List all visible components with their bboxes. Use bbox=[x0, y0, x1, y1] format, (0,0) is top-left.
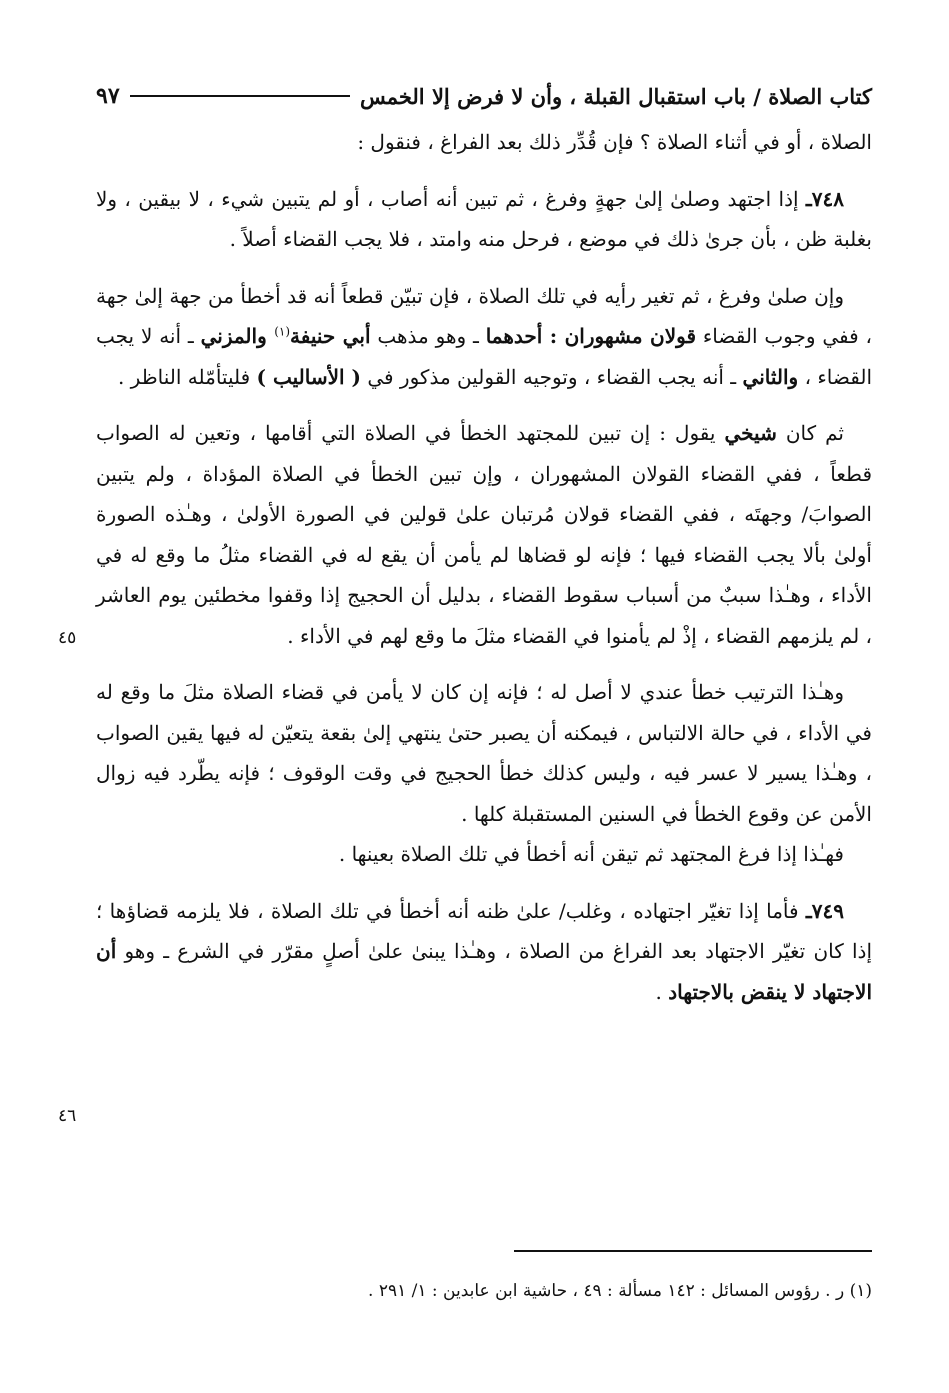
margin-number-45: ٤٥ bbox=[58, 628, 77, 648]
footnote: (١) ر . رؤوس المسائل : ١٤٢ مسألة : ٤٩ ، حاشية ابن عابدين : ١/ ٢٩١ . bbox=[368, 1281, 872, 1301]
bold-run: والمزني bbox=[200, 324, 275, 348]
paragraph-shaykh bbox=[96, 413, 872, 656]
page-number: ٩٧ bbox=[96, 83, 120, 109]
footnote-divider bbox=[514, 1250, 872, 1252]
header-rule bbox=[130, 95, 350, 97]
bold-run: قولان مشهوران : أحدهما bbox=[485, 324, 697, 348]
body-text bbox=[96, 122, 872, 1012]
chapter-title: كتاب الصلاة / باب استقبال القبلة ، وأن لا فرض إلا الخمس bbox=[359, 83, 872, 109]
text-run: ـ وهو مذهب bbox=[370, 324, 486, 348]
bold-run: ( الأساليب ) bbox=[256, 364, 361, 389]
footnote-ref[interactable]: (١) bbox=[274, 324, 291, 339]
text-run: ـ أنه لا يجب القضاء ، bbox=[96, 324, 872, 389]
text-run: يقول : إن تبين للمجتهد الخطأ في الصلاة التي أقامها ، وتعين له الصواب قطعاً ، ففي القضاء القولان المشهوران ، وإن تبين الخطأ في الصلاة المؤداة ، ولم يتبين الصوابَ/ وجهتَه ، ففي القضاء قولان مُرتبان علىٰ قولين في الصورة الأولىٰ ، وهـٰذه الصورة أولىٰ بألا يجب القضاء فيها ؛ فإنه لو قضاها لم يأمن أن يقع له في القضاء مثلُ ما وقع له في الأداء ، وهـٰذا سببٌ من أسباب سقوط القضاء ، بدليل أن الحجيج إذا وقفوا مخطئين يوم العاشر ، لم يلزمهم القضاء ، إذْ لم يأمنوا في القضاء مثلَ ما وقع لهم في الأداء . bbox=[96, 421, 873, 648]
issue-number: ٧٤٩ـ bbox=[805, 898, 845, 923]
running-header bbox=[96, 78, 872, 114]
text-run: فليتأمّله الناظر . bbox=[117, 364, 257, 389]
paragraph-two-opinions bbox=[96, 276, 872, 398]
text-run: فأما إذا تغيّر اجتهاده ، وغلب/ علىٰ ظنه أنه أخطأ في تلك الصلاة ، فلا يلزمه قضاؤها ؛ إذا كان تغيّر الاجتهاد بعد الفراغ من الصلاة ، وهـٰذا يبنىٰ علىٰ أصلٍ مقرّر في الشرع ـ وهو bbox=[96, 898, 872, 963]
text-run: ـ أنه يجب القضاء ، وتوجيه القولين مذكور في bbox=[360, 364, 743, 389]
bold-run: والثاني bbox=[742, 364, 799, 389]
paragraph-objection: وهـٰذا الترتيب خطأ عندي لا أصل له ؛ فإنه إن كان لا يأمن في قضاء الصلاة مثلَ ما وقع له في الأداء ، في حالة الالتباس ، فيمكنه أن يصبر حتىٰ ينتهي إلىٰ بقعة يتعيّن له فيها يقين الصواب ، وهـٰذا يسير لا عسر فيه ، وليس كذلك خطأ الحجيج في وقت الوقوف ؛ فإنه يطّرد فيه زوال الأمن عن وقوع الخطأ في السنين المستقبلة كلها . bbox=[96, 680, 872, 826]
bold-run: أبي حنيفة bbox=[290, 324, 371, 348]
text-run: . bbox=[655, 979, 669, 1004]
paragraph-continuation: الصلاة ، أو في أثناء الصلاة ؟ فإن قُدِّر ذلك بعد الفراغ ، فنقول : bbox=[357, 130, 872, 154]
paragraph-text: إذا اجتهد وصلىٰ إلىٰ جهةٍ وفرغ ، ثم تبين أنه أصاب ، أو لم يتبين شيء ، لا بيقين ، ولا بغلبة ظن ، بأن جرىٰ ذلك في موضع ، فرحل منه وامتد ، فلا يجب القضاء أصلاً . bbox=[96, 186, 872, 251]
paragraph-748 bbox=[96, 179, 872, 260]
text-run: ثم كان bbox=[776, 421, 844, 445]
margin-number-46: ٤٦ bbox=[58, 1106, 77, 1126]
text-run: وإن صلىٰ وفرغ ، ثم تغير رأيه في تلك الصلاة ، فإن تبيّن قطعاً أنه قد أخطأ من جهة إلىٰ جهة ، ففي وجوب القضاء bbox=[96, 283, 873, 348]
bold-run: أن الاجتهاد لا ينقض بالاجتهاد bbox=[96, 939, 872, 1004]
bold-run: شيخي bbox=[724, 421, 777, 445]
issue-number: ٧٤٨ـ bbox=[805, 186, 844, 211]
paragraph-summary: فهـٰذا إذا فرغ المجتهد ثم تيقن أنه أخطأ في تلك الصلاة بعينها . bbox=[338, 842, 844, 866]
paragraph-749 bbox=[96, 891, 872, 1013]
